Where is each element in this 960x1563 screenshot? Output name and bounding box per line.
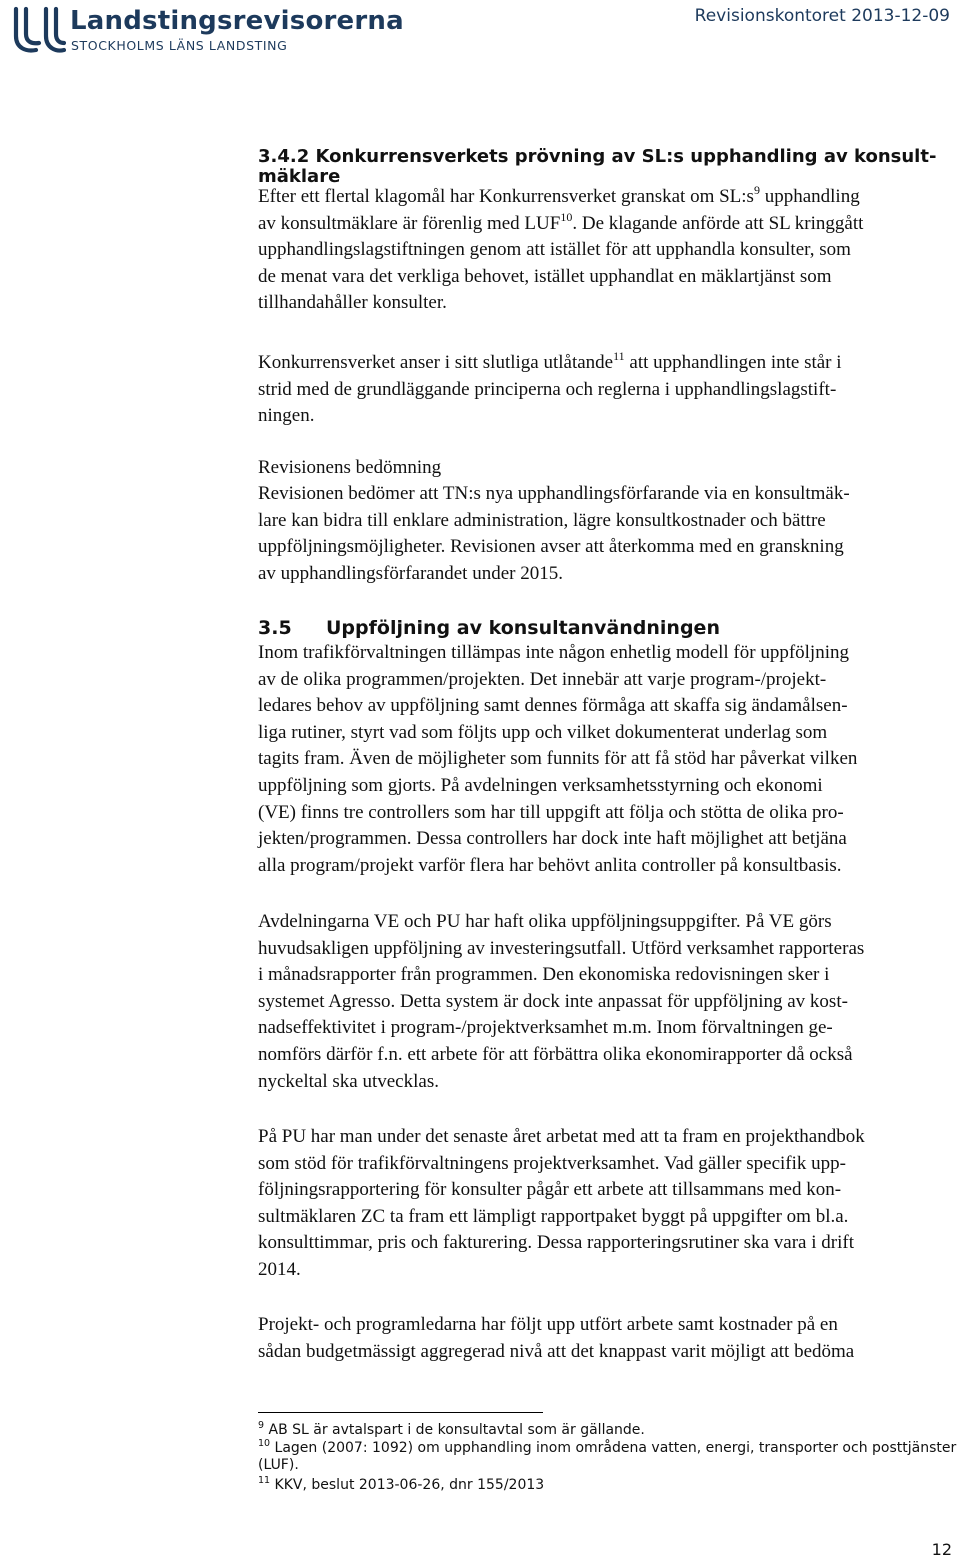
- header-office-date: Revisionskontoret 2013-12-09: [694, 6, 950, 26]
- section-35-number: 3.5: [258, 617, 292, 639]
- org-subtitle: STOCKHOLMS LÄNS LANDSTING: [71, 38, 288, 53]
- footnote-ref-11: 11: [613, 349, 625, 363]
- section-35-paragraph-3: På PU har man under det senaste året arbetat med att ta fram en projekthandbok som stöd för trafikförvaltningens projektverksamhet. Vad gäller specifik upp- följningsrapportering för konsulter pågår ett arbete att tillsammans med kon- sultmäklaren ZC ta fram ett lämpligt rapportpaket byggt på uppgifter om bl.a. konsulttimmar, pris och fakturering. Dessa rapporteringsrutiner ska vara i drift 2014.: [258, 1126, 865, 1280]
- section-342-paragraph-2: Konkurrensverket anser i sitt slutliga utlåtande$^{11}$ att upphandlingen inte står i strid med de grundläggande principerna och reglerna i upphandlingslagstift- ningen.: [258, 349, 842, 427]
- section-342-heading-line2: mäklare: [258, 166, 341, 187]
- org-name: Landstingsrevisorerna: [70, 6, 404, 36]
- section-35-paragraph-4: Projekt- och programledarna har följt upp utfört arbete samt kostnader på en sådan budgetmässigt aggregerad nivå att det knappast varit möjligt att bedöma: [258, 1314, 855, 1362]
- section-342-heading-line1: 3.4.2 Konkurrensverkets prövning av SL:s upphandling av konsult-: [258, 146, 937, 167]
- assessment-heading: Revisionens bedömning: [258, 457, 442, 478]
- page-number: 12: [931, 1540, 952, 1559]
- footnote-11: $^{11}$ KKV, beslut 2013-06-26, dnr 155/2013: [258, 1475, 545, 1493]
- footnote-9: $^9$ AB SL är avtalspart i de konsultavtal som är gällande.: [258, 1420, 645, 1438]
- section-342-paragraph-1: Efter ett flertal klagomål har Konkurrensverket granskat om $SL:s^9$ upphandling av konsultmäklare är förenlig med LUF$^{10}$. De klagande anförde att SL kringgått upphandlingslagstiftningen genom att istället för att upphandla konsulter, som de menat vara det verkliga behovet, istället upphandlat en mäklartjänst som tillhandahåller konsulter.: [258, 183, 864, 314]
- footnote-10: $^{10}$ Lagen (2007: 1092) om upphandling inom områdena vatten, energi, transporter och posttjänster (LUF).: [258, 1438, 957, 1473]
- section-35-paragraph-2: Avdelningarna VE och PU har haft olika uppföljningsuppgifter. På VE görs huvudsakligen uppföljning av investeringsutfall. Utförd verksamhet rapporteras i månadsrapporter från programmen. Den ekonomiska redovisningen sker i systemet Agresso. Detta system är dock inte anpassat för uppföljning av kost- nadseffektivitet i program-/projektverksamhet m.m. Inom förvaltningen ge- nomförs därför f.n. ett arbete för att förbättra olika ekonomirapporter då också nyckeltal ska utvecklas.: [258, 911, 865, 1092]
- section-35-paragraph-1: Inom trafikförvaltningen tillämpas inte någon enhetlig modell för uppföljning av de olika programmen/projekten. Det innebär att varje program-/projekt- ledares behov av uppföljning samt dennes förmåga att skaffa sig ändamålsen- liga rutiner, styrt vad som följts upp och vilket dokumenterat underlag som tagits fram. Även de möjligheter som funnits för att få stöd har påverkat vilken uppföljning som gjorts. På avdelningen verksamhetsstyrning och ekonomi (VE) finns tre controllers som har till uppgift att följa och stötta de olika pro- jekten/programmen. Dessa controllers har dock inte haft möjlighet att betjäna alla program/projekt varför flera har behövt anlita controller på konsultbasis.: [258, 642, 858, 876]
- footnote-ref-10: 10: [560, 209, 573, 224]
- landstingsrevisorerna-logo: [6, 6, 66, 56]
- footnote-ref-9: 9: [753, 183, 760, 197]
- assessment-text: Revisionen bedömer att TN:s nya upphandlingsförfarande via en konsultmäk- lare kan bidra till enklare administration, lägre konsultkostnader och bättre uppföljningsmöjligheter. Revisionen avser att återkomma med en granskning av upphandlingsförfarandet under 2015.: [258, 483, 850, 584]
- section-35-title: Uppföljning av konsultanvändningen: [326, 617, 720, 639]
- footnote-divider: [258, 1412, 543, 1413]
